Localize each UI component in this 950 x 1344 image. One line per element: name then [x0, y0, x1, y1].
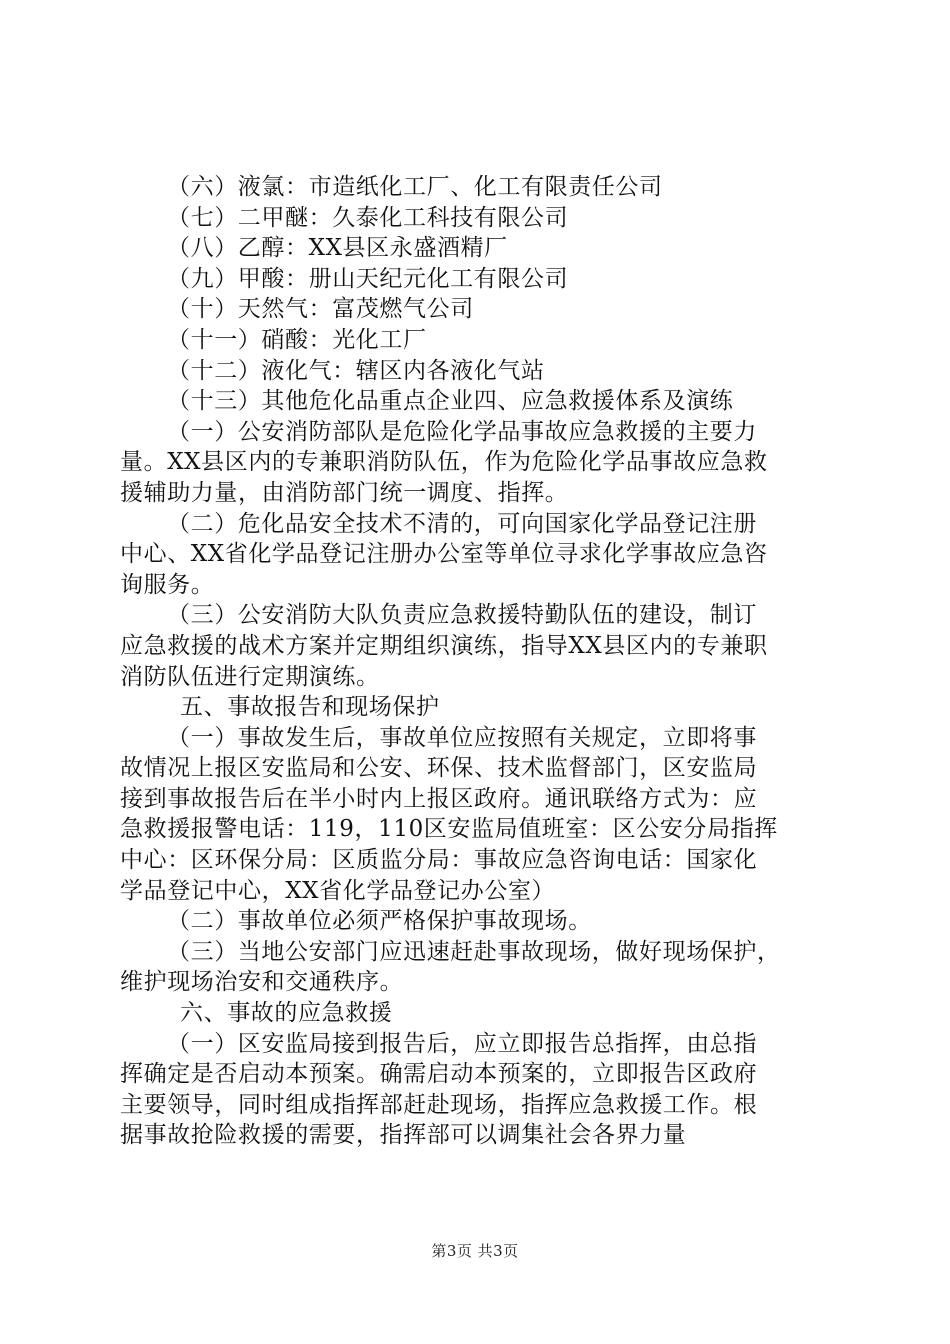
section-heading: 五、事故报告和现场保护: [180, 694, 440, 721]
text-line: （二）危化品安全技术不清的，可向国家化学品登记注册: [167, 510, 757, 537]
page-number-footer: 第3页 共3页: [431, 1242, 519, 1260]
text-line: （一）事故发生后，事故单位应按照有关规定，立即将事: [167, 724, 757, 751]
text-line: 援辅助力量，由消防部门统一调度、指挥。: [120, 479, 569, 506]
text-line: 急救援报警电话：119，110区安监局值班室：区公安分局指挥: [120, 816, 778, 843]
text-line: （八）乙醇：XX县区永盛酒精厂: [167, 235, 508, 262]
section-heading: 六、事故的应急救援: [180, 1000, 393, 1027]
text-line: 量。XX县区内的专兼职消防队伍，作为危险化学品事故应急救: [120, 449, 768, 476]
text-line: （十三）其他危化品重点企业四、应急救援体系及演练: [167, 388, 734, 415]
text-line: 中心：区环保分局：区质监分局：事故应急咨询电话：国家化: [120, 847, 758, 874]
text-line: （三）当地公安部门应迅速赶赴事故现场，做好现场保护，: [167, 938, 781, 965]
text-line: 维护现场治安和交通秩序。: [120, 969, 404, 996]
text-line: （十）天然气：富茂燃气公司: [167, 296, 474, 323]
text-line: （十二）液化气：辖区内各液化气站: [167, 357, 545, 384]
text-line: （六）液氯：市造纸化工厂、化工有限责任公司: [167, 174, 663, 200]
text-line: （九）甲酸：册山天纪元化工有限公司: [167, 265, 569, 292]
text-line: 挥确定是否启动本预案。确需启动本预案的，立即报告区政府: [120, 1061, 758, 1088]
text-line: 故情况上报区安监局和公安、环保、技术监督部门，区安监局: [120, 755, 758, 782]
document-body: [120, 172, 840, 1151]
text-line: 主要领导，同时组成指挥部赶赴现场，指挥应急救援工作。根: [120, 1091, 758, 1118]
text-line: （一）公安消防部队是危险化学品事故应急救援的主要力: [167, 418, 757, 445]
text-line: 学品登记中心，XX省化学品登记办公室）: [120, 877, 556, 904]
text-line: （七）二甲醚：久泰化工科技有限公司: [167, 204, 569, 231]
text-line: （十一）硝酸：光化工厂: [167, 326, 427, 353]
text-line: （二）事故单位必须严格保护事故现场。: [167, 908, 592, 935]
text-line: （三）公安消防大队负责应急救援特勤队伍的建设，制订: [167, 602, 757, 629]
text-line: 据事故抢险救援的需要，指挥部可以调集社会各界力量: [120, 1122, 687, 1149]
text-line: 应急救援的战术方案并定期组织演练，指导XX县区内的专兼职: [120, 632, 768, 659]
text-line: 询服务。: [120, 571, 215, 598]
text-line: 接到事故报告后在半小时内上报区政府。通讯联络方式为：应: [120, 785, 758, 812]
text-line: 中心、XX省化学品登记注册办公室等单位寻求化学事故应急咨: [120, 541, 768, 568]
text-line: 消防队伍进行定期演练。: [120, 663, 380, 690]
text-line: （一）区安监局接到报告后，应立即报告总指挥，由总指: [167, 1030, 757, 1057]
